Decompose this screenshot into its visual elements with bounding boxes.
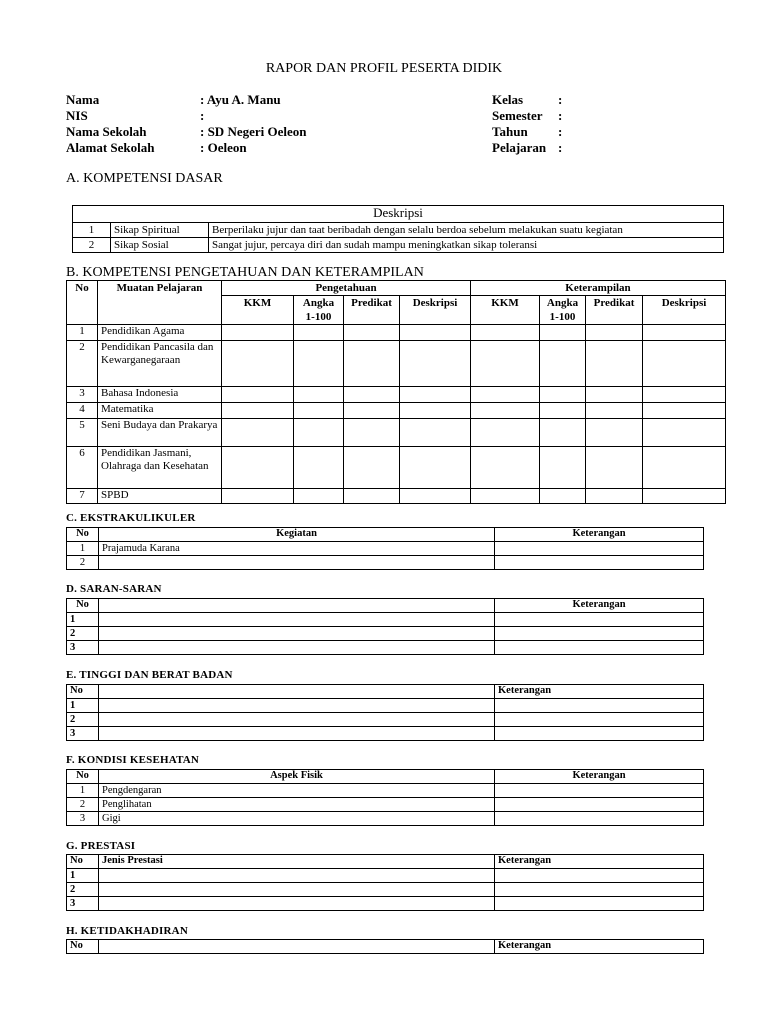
deskripsi-header: Deskripsi — [73, 206, 724, 223]
table-row — [67, 727, 704, 741]
row-number: 2 — [67, 627, 99, 641]
subject-cell: SPBD — [98, 489, 222, 504]
row-number: 1 — [67, 542, 99, 556]
identity-row-nama-sekolah — [66, 124, 307, 140]
kkm-header: KKM — [471, 296, 540, 325]
identity-label: NIS — [66, 108, 88, 123]
aspek-cell: Penglihatan — [99, 798, 495, 812]
table-row — [67, 613, 704, 627]
row-number: 2 — [67, 798, 99, 812]
col-no-header: No — [67, 685, 99, 699]
table-header-row — [67, 599, 704, 613]
section-f-heading: F. KONDISI KESEHATAN — [66, 754, 200, 766]
aspek-cell: Pengdengaran — [99, 784, 495, 798]
identity-value: : — [558, 124, 563, 139]
subject-cell: Pendidikan Pancasila dan Kewarganegaraan — [98, 341, 222, 387]
table-row — [73, 238, 724, 253]
kondisi-kesehatan-table — [66, 769, 704, 826]
subject-cell: Pendidikan Jasmani, Olahraga dan Kesehatan — [98, 447, 222, 489]
table-header-row — [67, 855, 704, 869]
aspect-cell: Sikap Sosial — [111, 238, 209, 253]
angka-header: Angka 1-100 — [294, 296, 344, 325]
table-header-row — [67, 528, 704, 542]
subject-cell: Seni Budaya dan Prakarya — [98, 419, 222, 447]
identity-row-alamat-sekolah — [66, 140, 307, 156]
row-number: 3 — [67, 897, 99, 911]
aspek-cell: Gigi — [99, 812, 495, 826]
jenis-prestasi-header: Jenis Prestasi — [99, 855, 495, 869]
table-row — [67, 542, 704, 556]
identity-row-semester — [492, 108, 562, 124]
identity-label: Semester — [492, 108, 543, 123]
col-no-header: No — [67, 770, 99, 784]
table-row — [67, 883, 704, 897]
table-row — [67, 713, 704, 727]
identity-label: Tahun — [492, 124, 528, 139]
col-no-header: No — [67, 855, 99, 869]
blank-header — [99, 599, 495, 613]
keterampilan-header: Keterampilan — [471, 281, 726, 296]
section-g-heading: G. PRESTASI — [66, 840, 136, 852]
table-row — [67, 387, 726, 403]
keterangan-header: Keterangan — [495, 528, 704, 542]
row-number: 3 — [67, 812, 99, 826]
identity-left — [66, 92, 307, 156]
row-number: 2 — [67, 883, 99, 897]
row-number: 5 — [67, 419, 98, 447]
table-row — [67, 784, 704, 798]
keterangan-header: Keterangan — [495, 940, 704, 954]
table-row — [67, 556, 704, 570]
identity-row-nama — [66, 92, 307, 108]
row-number: 1 — [73, 223, 111, 238]
table-row — [67, 325, 726, 341]
col-no-header: No — [67, 528, 99, 542]
section-a-heading: A. KOMPETENSI DASAR — [66, 171, 223, 186]
table-row — [67, 699, 704, 713]
col-no-header: No — [67, 940, 99, 954]
row-number: 2 — [73, 238, 111, 253]
table-header-row — [67, 770, 704, 784]
saran-table — [66, 598, 704, 655]
identity-right — [492, 92, 562, 156]
keterangan-header: Keterangan — [495, 599, 704, 613]
angka-header: Angka 1-100 — [540, 296, 586, 325]
tinggi-berat-table — [66, 684, 704, 741]
table-row — [67, 812, 704, 826]
blank-header — [99, 940, 495, 954]
row-number: 1 — [67, 325, 98, 341]
row-number: 2 — [67, 713, 99, 727]
subject-cell: Bahasa Indonesia — [98, 387, 222, 403]
section-d-heading: D. SARAN-SARAN — [66, 583, 162, 595]
table-header-row — [67, 281, 726, 296]
row-number: 2 — [67, 556, 99, 570]
page-title: RAPOR DAN PROFIL PESERTA DIDIK — [265, 61, 503, 76]
deskripsi-header: Deskripsi — [643, 296, 726, 325]
identity-value: : — [558, 140, 563, 155]
row-number: 1 — [67, 699, 99, 713]
keterangan-header: Keterangan — [495, 685, 704, 699]
deskripsi-header: Deskripsi — [400, 296, 471, 325]
table-row — [67, 341, 726, 387]
table-header-row — [73, 206, 724, 223]
identity-label: Kelas — [492, 92, 524, 107]
col-no-header: No — [67, 281, 98, 325]
row-number: 1 — [67, 869, 99, 883]
identity-row-pelajaran — [492, 140, 562, 156]
keterangan-header: Keterangan — [495, 770, 704, 784]
ketidakhadiran-table — [66, 939, 704, 954]
description-cell: Sangat jujur, percaya diri dan sudah mampu meningkatkan sikap toleransi — [209, 238, 724, 253]
identity-label: Nama — [66, 92, 100, 107]
kkm-header: KKM — [222, 296, 294, 325]
aspect-cell: Sikap Spiritual — [111, 223, 209, 238]
subject-cell: Matematika — [98, 403, 222, 419]
ekstrakulikuler-table — [66, 527, 704, 570]
table-row — [67, 419, 726, 447]
kegiatan-cell: Prajamuda Karana — [99, 542, 495, 556]
col-subject-header: Muatan Pelajaran — [98, 281, 222, 325]
kegiatan-header: Kegiatan — [99, 528, 495, 542]
identity-value: : Ayu A. Manu — [200, 92, 281, 107]
row-number: 1 — [67, 784, 99, 798]
kegiatan-cell — [99, 556, 495, 570]
section-e-heading: E. TINGGI DAN BERAT BADAN — [66, 669, 233, 681]
row-number: 3 — [67, 727, 99, 741]
identity-value: : — [558, 92, 563, 107]
identity-row-nis — [66, 108, 307, 124]
section-c-heading: C. EKSTRAKULIKULER — [66, 512, 196, 524]
blank-header — [99, 685, 495, 699]
predikat-header: Predikat — [344, 296, 400, 325]
prestasi-table — [66, 854, 704, 911]
identity-value: : SD Negeri Oeleon — [200, 124, 307, 139]
pengetahuan-header: Pengetahuan — [222, 281, 471, 296]
identity-label: Pelajaran — [492, 140, 547, 155]
table-row — [67, 403, 726, 419]
row-number: 3 — [67, 641, 99, 655]
keterangan-header: Keterangan — [495, 855, 704, 869]
table-row — [67, 489, 726, 504]
description-cell: Berperilaku jujur dan taat beribadah dengan selalu berdoa sebelum melakukan suatu kegiatan — [209, 223, 724, 238]
kompetensi-table — [66, 280, 726, 504]
subject-cell: Pendidikan Agama — [98, 325, 222, 341]
row-number: 4 — [67, 403, 98, 419]
identity-row-tahun — [492, 124, 562, 140]
row-number: 3 — [67, 387, 98, 403]
identity-value: : — [200, 108, 205, 123]
table-row — [67, 447, 726, 489]
table-row — [67, 897, 704, 911]
row-number: 2 — [67, 341, 98, 387]
table-row — [67, 641, 704, 655]
identity-row-kelas — [492, 92, 562, 108]
row-number: 7 — [67, 489, 98, 504]
table-row — [73, 223, 724, 238]
row-number: 1 — [67, 613, 99, 627]
col-no-header: No — [67, 599, 99, 613]
table-row — [67, 627, 704, 641]
kompetensi-dasar-table — [72, 205, 724, 253]
section-b-heading: B. KOMPETENSI PENGETAHUAN DAN KETERAMPILAN — [66, 265, 424, 280]
table-header-row — [67, 685, 704, 699]
identity-value: : — [558, 108, 563, 123]
identity-label: Alamat Sekolah — [66, 140, 155, 155]
table-row — [67, 869, 704, 883]
section-h-heading: H. KETIDAKHADIRAN — [66, 925, 188, 937]
identity-value: : Oeleon — [200, 140, 247, 155]
row-number: 6 — [67, 447, 98, 489]
table-header-row — [67, 940, 704, 954]
table-row — [67, 798, 704, 812]
predikat-header: Predikat — [586, 296, 643, 325]
aspek-fisik-header: Aspek Fisik — [99, 770, 495, 784]
identity-label: Nama Sekolah — [66, 124, 147, 139]
